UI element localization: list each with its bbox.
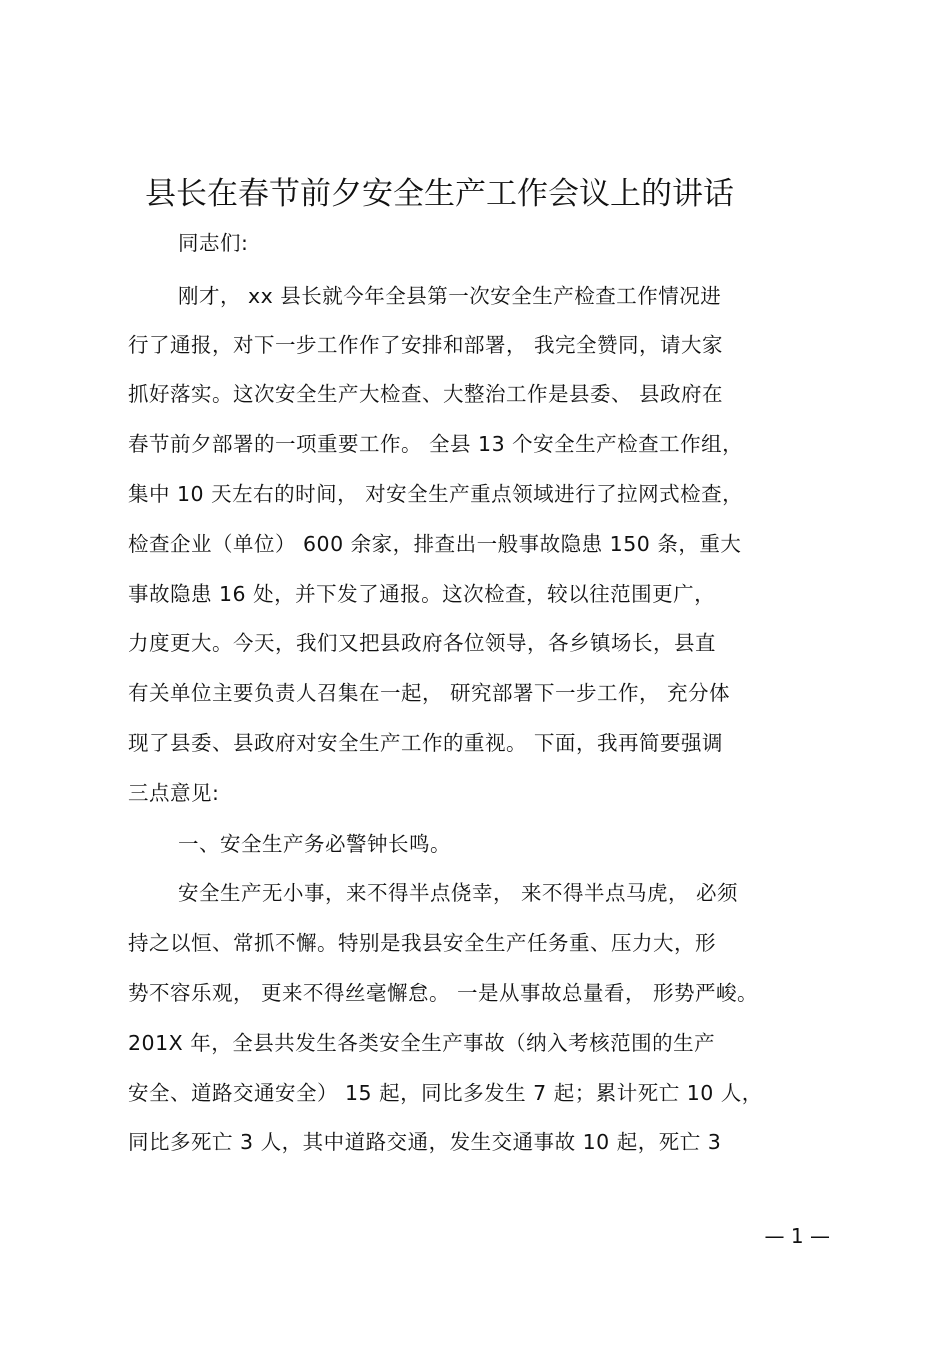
body-line: 检查企业（单位） 600 余家，排查出一般事故隐患 150 条，重大 — [128, 532, 742, 556]
body-line: 安全、道路交通安全） 15 起，同比多发生 7 起；累计死亡 10 人， — [128, 1081, 763, 1105]
body-line: 201X 年，全县共发生各类安全生产事故（纳入考核范围的生产 — [128, 1031, 716, 1055]
body-line: 行了通报，对下一步工作作了安排和部署， 我完全赞同，请大家 — [128, 333, 724, 357]
body-line: 春节前夕部署的一项重要工作。 全县 13 个安全生产检查工作组， — [128, 432, 744, 456]
document-title: 县长在春节前夕安全生产工作会议上的讲话 — [145, 176, 734, 212]
body-line: 同志们: — [178, 231, 249, 255]
body-line: 事故隐患 16 处，并下发了通报。这次检查，较以往范围更广， — [128, 582, 716, 606]
body-line: 现了县委、县政府对安全生产工作的重视。 下面，我再简要强调 — [128, 731, 724, 755]
body-line: 三点意见: — [128, 781, 220, 805]
body-line: 抓好落实。这次安全生产大检查、大整治工作是县委、 县政府在 — [128, 382, 724, 406]
body-line: 持之以恒、常抓不懈。特别是我县安全生产任务重、压力大，形 — [128, 931, 716, 955]
body-line: 势不容乐观， 更来不得丝毫懈怠。 一是从事故总量看， 形势严峻。 — [128, 981, 759, 1005]
body-line: 同比多死亡 3 人，其中道路交通，发生交通事故 10 起，死亡 3 — [128, 1130, 722, 1154]
body-line: 有关单位主要负责人召集在一起， 研究部署下一步工作， 充分体 — [128, 681, 731, 705]
body-line: 集中 10 天左右的时间， 对安全生产重点领域进行了拉网式检查， — [128, 482, 744, 506]
page-number: — 1 — — [764, 1224, 830, 1248]
body-line: 力度更大。今天，我们又把县政府各位领导，各乡镇场长，县直 — [128, 631, 716, 655]
section-heading: 一、安全生产务必警钟长鸣。 — [178, 832, 451, 856]
body-line: 安全生产无小事，来不得半点侥幸， 来不得半点马虎， 必须 — [178, 881, 739, 905]
body-line: 刚才， xx 县长就今年全县第一次安全生产检查工作情况进 — [178, 284, 722, 308]
